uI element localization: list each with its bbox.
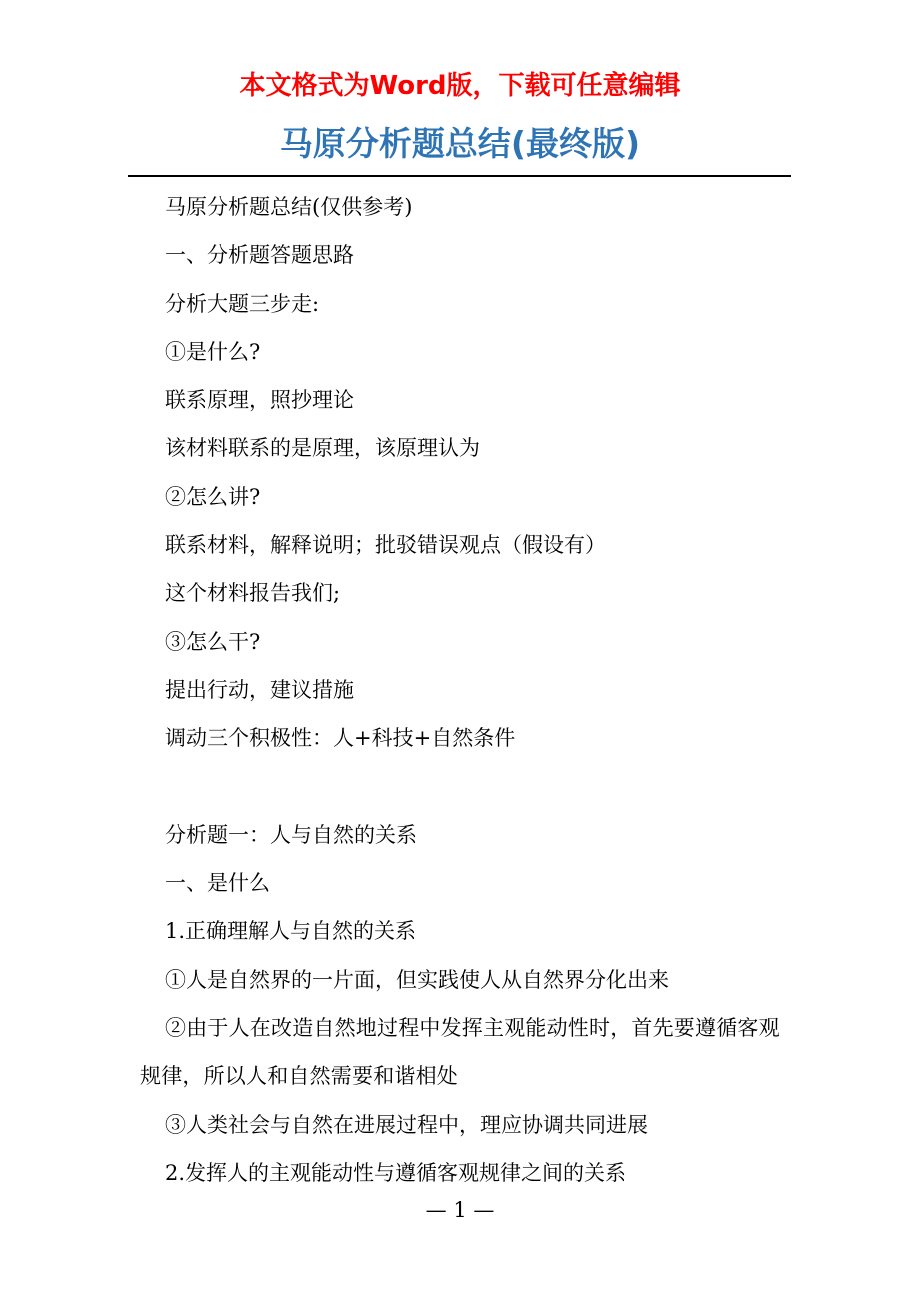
step-heading: ③怎么干?	[165, 629, 261, 654]
document-body	[140, 183, 790, 1197]
document-title: 马原分析题总结(最终版)	[279, 124, 641, 163]
step-heading: ①是什么?	[165, 339, 261, 364]
paragraph: 该材料联系的是原理，该原理认为	[165, 436, 480, 461]
blank-line	[140, 763, 790, 811]
paragraph: ③人类社会与自然在进展过程中，理应协调共同进展	[165, 1112, 648, 1137]
paragraph: 提出行动，建议措施	[165, 677, 354, 702]
section-heading: 分析题一：人与自然的关系	[165, 822, 417, 847]
section-heading: 一、是什么	[165, 871, 270, 896]
paragraph: 分析大题三步走:	[165, 291, 320, 316]
paragraph: ①人是自然界的一片面，但实践使人从自然界分化出来	[165, 967, 669, 992]
paragraph: 调动三个积极性：人+科技+自然条件	[165, 726, 516, 751]
step-heading: ②怎么讲?	[165, 484, 261, 509]
subsection-heading: 2.发挥人的主观能动性与遵循客观规律之间的关系	[165, 1160, 627, 1185]
subsection-heading: 1.正确理解人与自然的关系	[165, 919, 417, 944]
section-heading: 一、分析题答题思路	[165, 243, 354, 268]
header-divider	[128, 175, 791, 177]
paragraph: 联系原理，照抄理论	[165, 388, 354, 413]
paragraph: 联系材料，解释说明；批驳错误观点（假设有）	[165, 533, 606, 558]
page-number: — 1 —	[425, 1198, 495, 1222]
download-banner: 本文格式为Word版，下载可任意编辑	[239, 71, 681, 101]
paragraph: ②由于人在改造自然地过程中发挥主观能动性时，首先要遵循客观规律，所以人和自然需要和谐相处	[140, 1016, 780, 1089]
paragraph: 这个材料报告我们;	[165, 581, 341, 606]
subtitle-line: 马原分析题总结(仅供参考)	[165, 195, 413, 219]
